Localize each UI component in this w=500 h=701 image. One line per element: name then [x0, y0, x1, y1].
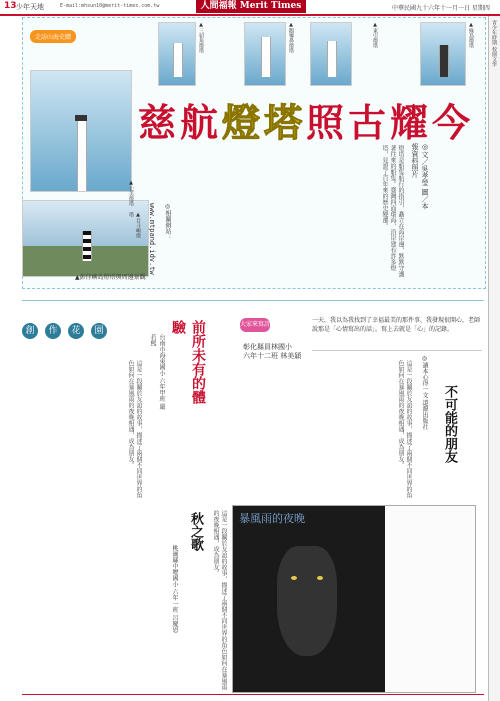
lighthouse-shape: [77, 121, 87, 191]
story3-meta: ◎讀本心得一文 道源出版社: [421, 355, 428, 430]
story2-meta: 桃園縣中壢國小 六年一班 呂慶恩: [171, 545, 178, 633]
poem-author: 六年十二班 林美穎: [243, 352, 302, 360]
section-divider: [22, 300, 484, 301]
lighthouse-shape: [327, 41, 337, 77]
lighthouse-photo-4: [420, 22, 466, 86]
section-name: 少年天地: [16, 3, 44, 11]
footer-rule: [22, 694, 484, 695]
side-tab-label: 青少年時期 校園文學: [491, 20, 497, 67]
page-number: 13: [4, 1, 17, 11]
wolf-eye: [291, 576, 297, 580]
issue-date: 中華民國九十六年十一月一日 星期四: [392, 5, 490, 12]
lighthouse-photo-3: [310, 22, 352, 86]
title-part-b: 照古耀今: [306, 100, 475, 145]
story2-body: 這是一段關於友誼的故事，描述了兩個不同世界的角色如何在暴風雨的夜晚相遇，成為朋友。: [212, 510, 227, 690]
book-cover-art: [233, 506, 385, 692]
book-back-cover: [385, 506, 475, 692]
photo-caption: ▲七美燈塔: [128, 180, 134, 206]
photo-caption: ▲鵝鑾鼻燈塔: [288, 22, 294, 53]
feature-byline: ◎文／吳孝瑩 圖／本報資料照片: [411, 143, 429, 210]
lighthouse-shape: [261, 37, 271, 77]
poem-badge: 大家來寫詩: [240, 318, 270, 332]
masthead-logo: 人間福報 Merit Times: [196, 0, 306, 13]
story2-title: 秋之歌: [188, 512, 203, 551]
striped-lighthouse: [82, 231, 92, 261]
photo-caption: ▲三貂角燈塔: [198, 22, 204, 53]
wolf-illustration: [277, 546, 337, 656]
story3-body: 這是一段關於友誼的故事，描述了兩個不同世界的角色如何在暴風雨的夜晚相遇，成為朋友。: [397, 360, 412, 498]
banner-char: 作: [45, 323, 61, 339]
banner-char: 園: [91, 323, 107, 339]
title-part-a: 慈航: [138, 100, 223, 145]
feature-title: [138, 92, 474, 147]
side-tab: [488, 16, 500, 701]
banner-char: 花: [68, 323, 84, 339]
poem-school: 彰化縣員林國小: [243, 343, 292, 351]
feature-body-text: 燈塔是船隻航行的指引，矗立在海岸邊，默默守護著往來的船隻。臺灣四面環海，沿岸建有許多燈塔，見證了百年來的歷史變遷。: [381, 145, 404, 277]
story1-meta: 台南市海東國小 六年甲班 嚴若熙: [149, 334, 165, 410]
contact-email: E-mail:mhsun10@merit-times.com.tw: [60, 3, 160, 9]
story1-title: 前所未有的體驗: [170, 320, 206, 404]
lighthouse-shape: [173, 43, 183, 77]
story3-title: 不可能的朋友: [442, 385, 457, 463]
title-highlight: 燈塔: [222, 100, 307, 145]
creative-garden-banner: [22, 318, 134, 353]
book-title: 暴風雨的夜晚: [239, 512, 305, 525]
photo-caption-bottom: ▲彭佳嶼島燈塔與周邊景觀: [75, 274, 146, 281]
lighthouse-photo-1: [158, 22, 196, 86]
banner-char: 創: [22, 323, 38, 339]
photo-caption: ▲目斗嶼燈塔: [128, 212, 141, 238]
book-cover-image: [232, 505, 476, 693]
lighthouse-photo-2: [244, 22, 286, 86]
poem-text: 一天，我以為我找到了幸福最美的那件事，我發現很開心，老師說那是「心情寫出的話」。寫上去就是「心」的記錄。: [312, 316, 482, 351]
photo-caption: ▲東引燈塔: [372, 22, 378, 48]
related-site-label: ◎相關網站：: [164, 203, 171, 240]
lighthouse-shape: [439, 45, 449, 77]
story1-body: 這是一段關於友誼的故事，描述了兩個不同世界的角色如何在暴風雨的夜晚相遇，成為朋友。: [127, 360, 142, 498]
wolf-eye: [317, 576, 323, 580]
related-site-url[interactable]: www.mtpand.idv.tw: [148, 203, 156, 275]
photo-caption: ▲綠島燈塔: [468, 22, 474, 48]
lighthouse-photo-main: [30, 70, 132, 192]
lighthouse-lamp: [75, 115, 87, 121]
feature-tag: 走訪山海史蹟: [30, 30, 76, 43]
